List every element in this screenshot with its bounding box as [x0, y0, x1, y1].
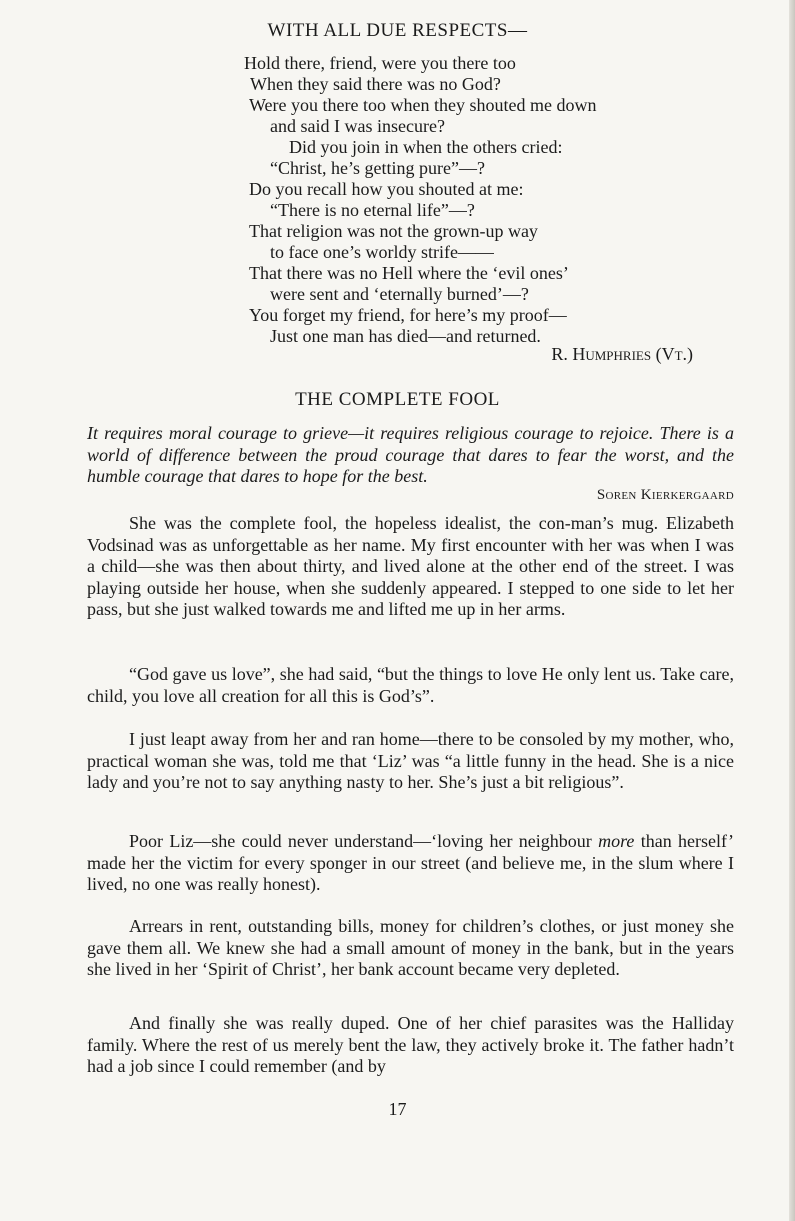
paragraph: She was the complete fool, the hopeless idealist, the con-man’s mug. Elizabeth Vodsinad was as unforgettable as her name. My first encounter with her was when I was a child—she was then about thirty, and lived alone at the other end of the street. I was playing outside her house, when she suddenly appeared. I stepped to one side to let her pass, but she just walked towards me and lifted me up in her arms.: [87, 513, 734, 619]
poem-line: Do you recall how you shouted at me:: [249, 179, 524, 199]
poem-line: That there was no Hell where the ‘evil ones’: [249, 263, 569, 283]
emphasis-text: more: [598, 831, 635, 851]
epigraph-attribution: Soren Kierkergaard: [596, 487, 734, 503]
paragraph-text: Poor Liz—she could never understand—‘loving her neighbour: [129, 831, 599, 851]
poem-line: to face one’s worldy strife——: [270, 242, 494, 262]
paragraph: Arrears in rent, outstanding bills, money for children’s clothes, or just money she gave them all. We knew she had a small amount of money in the bank, but in the years she lived in her ‘Spirit of Christ’, her bank account became very depleted.: [87, 916, 734, 979]
poem-line: Did you join in when the others cried:: [289, 137, 563, 157]
poem-line: Hold there, friend, were you there too: [244, 53, 516, 73]
paragraph-text: than herself’ made her the victim for every sponger in our street (and believe me, in the slum where I lived, no one was really honest).: [87, 831, 735, 894]
poem-line: You forget my friend, for here’s my proof—: [249, 305, 567, 325]
epigraph: It requires moral courage to grieve—it requires religious courage to rejoice. There is a world of difference between the proud courage that dares to fear the worst, and the humble courage that dares to hope for the best.: [87, 423, 734, 486]
poem-line: Were you there too when they shouted me down: [249, 95, 597, 115]
poem-line: “Christ, he’s getting pure”—?: [270, 158, 485, 178]
poem-line: and said I was insecure?: [270, 116, 445, 136]
poem-line: When they said there was no God?: [250, 74, 501, 94]
essay-title: THE COMPLETE FOOL: [295, 389, 500, 410]
poem-line: Just one man has died—and returned.: [270, 326, 541, 346]
poem-attribution: R. Humphries (Vt.): [551, 344, 693, 364]
poem-title: WITH ALL DUE RESPECTS—: [267, 20, 528, 41]
poem-line: “There is no eternal life”—?: [270, 200, 475, 220]
paragraph: [87, 831, 734, 896]
paragraph: “God gave us love”, she had said, “but the things to love He only lent us. Take care, child, you love all creation for all this is God’s”.: [87, 664, 734, 706]
paragraph: I just leapt away from her and ran home—there to be consoled by my mother, who, practical woman she was, told me that ‘Liz’ was “a little funny in the head. She is a nice lady and you’re not to say anything nasty to her. She’s just a bit religious”.: [87, 729, 734, 792]
poem-line: were sent and ‘eternally burned’—?: [270, 284, 529, 304]
poem-line: That religion was not the grown-up way: [249, 221, 538, 241]
paragraph: And finally she was really duped. One of her chief parasites was the Halliday family. Where the rest of us merely bent the law, they actively broke it. The father hadn’t had a job since I could remember (and by: [87, 1013, 734, 1076]
page-edge-shadow: [789, 0, 795, 1221]
page-number: 17: [388, 1099, 407, 1119]
